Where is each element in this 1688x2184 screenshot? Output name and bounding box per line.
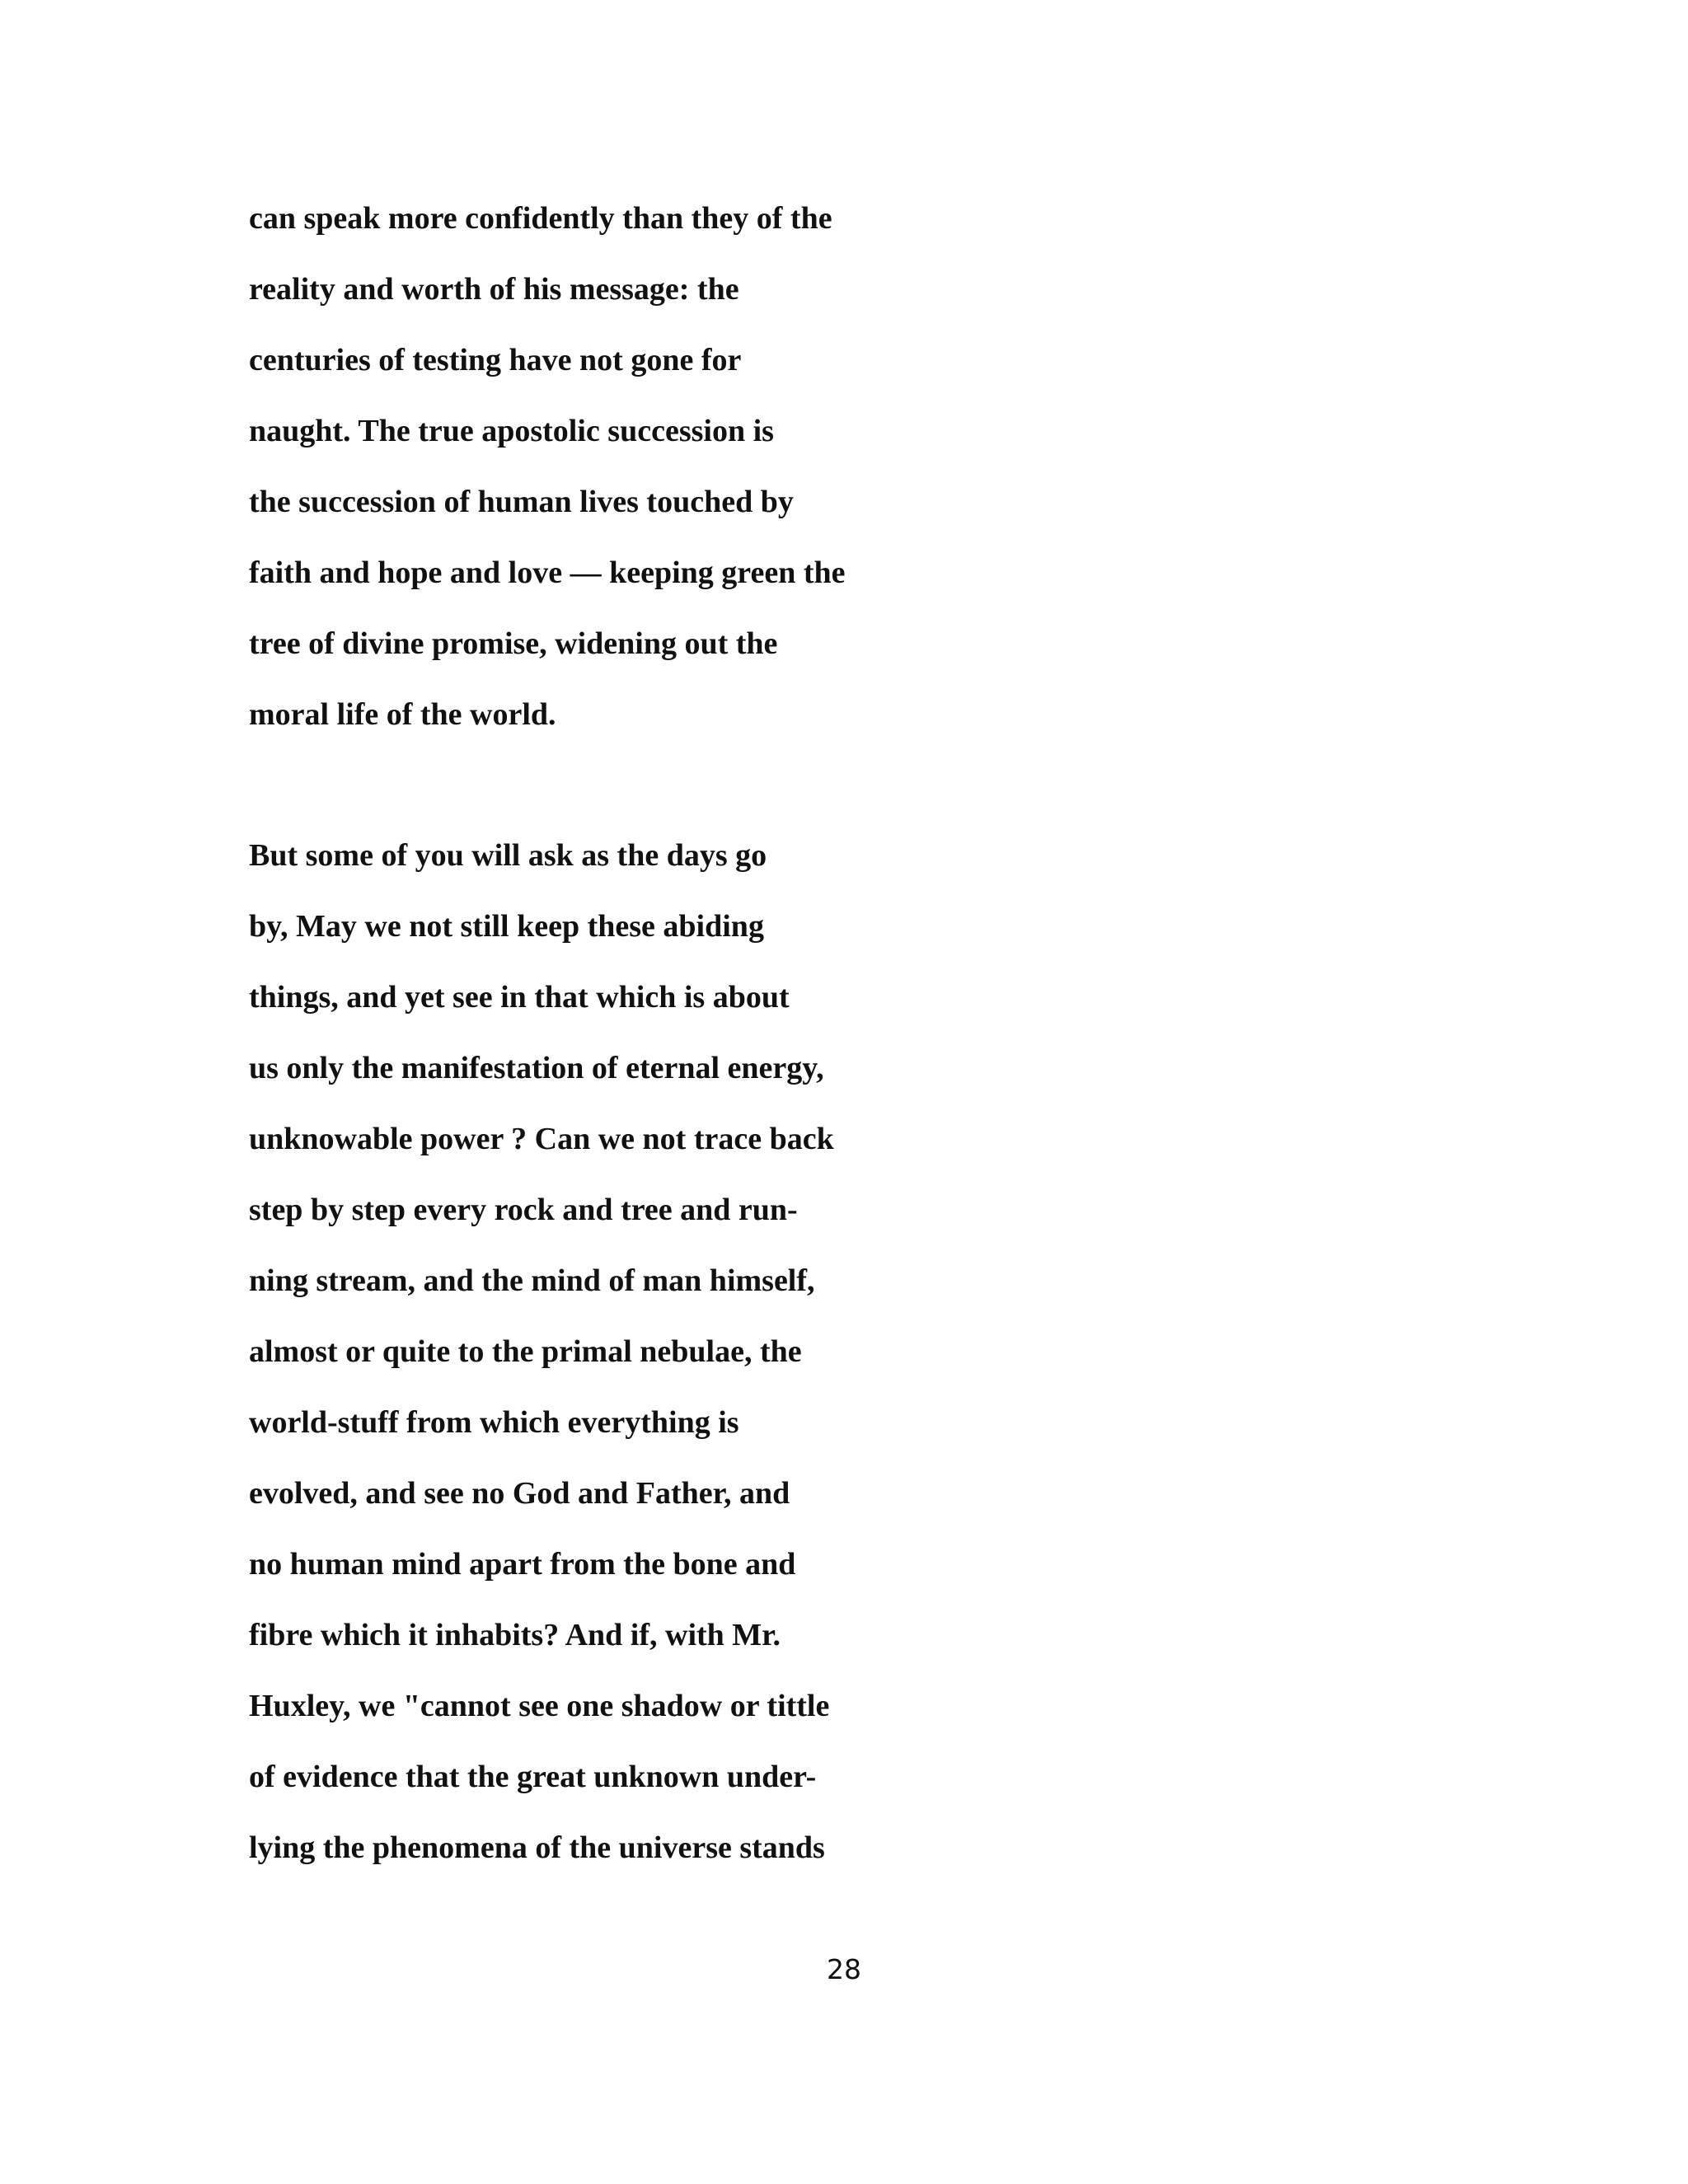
- text-line: moral life of the world.: [249, 697, 556, 732]
- text-line: naught. The true apostolic succession is: [249, 414, 774, 448]
- text-line: faith and hope and love — keeping green the: [249, 555, 846, 590]
- text-line: But some of you will ask as the days go: [249, 838, 767, 873]
- page-number: 28: [827, 1953, 861, 1985]
- text-line: lying the phenomena of the universe stands: [249, 1830, 825, 1865]
- text-line: by, May we not still keep these abiding: [249, 909, 764, 944]
- text-line: almost or quite to the primal nebulae, the: [249, 1334, 802, 1369]
- text-line: Huxley, we "cannot see one shadow or tittle: [249, 1689, 830, 1723]
- text-line: world-stuff from which everything is: [249, 1405, 739, 1440]
- text-line: tree of divine promise, widening out the: [249, 626, 778, 661]
- text-line: unknowable power ? Can we not trace back: [249, 1122, 834, 1156]
- text-line: the succession of human lives touched by: [249, 485, 794, 519]
- text-line: can speak more confidently than they of the: [249, 201, 832, 236]
- text-line: things, and yet see in that which is about: [249, 980, 790, 1015]
- text-line: step by step every rock and tree and run-: [249, 1193, 798, 1227]
- text-line: fibre which it inhabits? And if, with Mr.: [249, 1618, 781, 1652]
- text-line: reality and worth of his message: the: [249, 272, 739, 307]
- text-line: ning stream, and the mind of man himself,: [249, 1263, 815, 1298]
- text-line: no human mind apart from the bone and: [249, 1547, 796, 1582]
- text-line: us only the manifestation of eternal energy,: [249, 1051, 824, 1085]
- text-line: evolved, and see no God and Father, and: [249, 1476, 790, 1511]
- text-line: centuries of testing have not gone for: [249, 343, 742, 377]
- text-line: of evidence that the great unknown under-: [249, 1760, 817, 1794]
